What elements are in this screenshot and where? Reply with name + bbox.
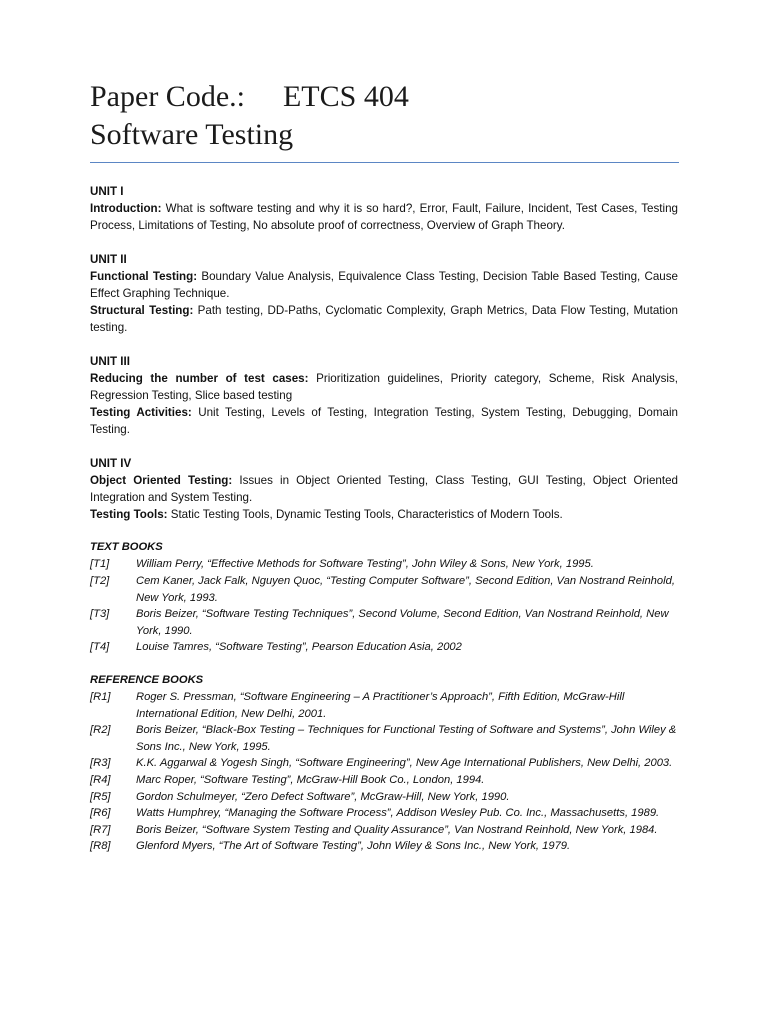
reference-tag: [R1] <box>90 691 111 704</box>
reference-citation: Glenford Myers, “The Art of Software Testing”, John Wiley & Sons Inc., New York, 1979. <box>136 840 571 853</box>
topic-lead: Object Oriented Testing: <box>90 473 233 487</box>
topic-text: What is software testing and why it is so hard?, Error, Fault, Failure, Incident, Test Cases, Testing Process, Limitations of Testing, No absolute proof of correctness, Overview of Graph Theory. <box>90 202 678 233</box>
reference-entry <box>90 805 678 822</box>
topic-text: Path testing, DD-Paths, Cyclomatic Complexity, Graph Metrics, Data Flow Testing, Mutation testing. <box>90 304 678 335</box>
topic-paragraph <box>90 472 678 506</box>
reference-tag: [R7] <box>90 823 111 836</box>
paper-code-line <box>90 78 678 116</box>
book-citation: William Perry, “Effective Methods for Software Testing”, John Wiley & Sons, New York, 1995. <box>136 558 594 571</box>
topic-text: Prioritization guidelines, Priority category, Scheme, Risk Analysis, Regression Testing, Slice based testing <box>90 371 678 403</box>
reference-tag: [R5] <box>90 790 111 803</box>
reference-entry <box>90 772 678 789</box>
book-entry <box>90 556 678 573</box>
reference-entry <box>90 689 678 722</box>
reference-entry <box>90 722 678 755</box>
reference-citation: Boris Beizer, “Black-Box Testing – Techniques for Functional Testing of Software and Systems”, John Wiley & Sons Inc., New York, 1995. <box>136 724 677 753</box>
subject-title: Software Testing <box>90 118 294 151</box>
paper-code: ETCS 404 <box>282 80 409 113</box>
book-entry <box>90 606 678 639</box>
unit-2 <box>90 251 678 337</box>
unit-3 <box>90 353 678 439</box>
unit-1 <box>90 183 678 235</box>
unit-heading: UNIT IV <box>90 456 132 470</box>
reference-tag: [R3] <box>90 757 111 770</box>
book-tag: [T1] <box>90 558 110 571</box>
topic-text: Unit Testing, Levels of Testing, Integration Testing, System Testing, Debugging, Domain Testing. <box>90 406 678 437</box>
book-tag: [T2] <box>90 575 110 588</box>
unit-heading: UNIT II <box>90 252 127 266</box>
book-citation: Boris Beizer, “Software Testing Techniques”, Second Volume, Second Edition, Van Nostrand Reinhold, New York, 1990. <box>136 608 669 637</box>
topic-paragraph <box>90 370 678 404</box>
topic-lead: Testing Activities: <box>90 406 192 420</box>
topic-paragraph <box>90 268 678 302</box>
text-books-section <box>90 539 678 656</box>
topic-text: Static Testing Tools, Dynamic Testing Tools, Characteristics of Modern Tools. <box>167 508 563 522</box>
reference-tag: [R2] <box>90 724 111 737</box>
reference-citation: Marc Roper, “Software Testing”, McGraw-Hill Book Co., London, 1994. <box>136 773 485 786</box>
reference-citation: Boris Beizer, “Software System Testing and Quality Assurance”, Van Nostrand Reinhold, New York, 1984. <box>136 823 658 836</box>
unit-heading: UNIT III <box>90 354 130 368</box>
reference-entry <box>90 838 678 855</box>
book-entry <box>90 639 678 656</box>
topic-paragraph <box>90 506 678 523</box>
reference-tag: [R6] <box>90 807 111 820</box>
topic-paragraph <box>90 302 678 336</box>
topic-lead: Reducing the number of test cases: <box>90 371 309 385</box>
reference-entry <box>90 822 678 839</box>
text-books-heading: TEXT BOOKS <box>90 541 163 554</box>
topic-lead: Testing Tools: <box>90 508 168 522</box>
topic-lead: Structural Testing: <box>90 304 194 318</box>
topic-lead: Functional Testing: <box>90 269 198 283</box>
reference-citation: Watts Humphrey, “Managing the Software Process”, Addison Wesley Pub. Co. Inc., Massachusetts, 1989. <box>136 807 660 820</box>
topic-text: Issues in Object Oriented Testing, Class Testing, GUI Testing, Object Oriented Integration and System Testing. <box>90 473 678 505</box>
book-citation: Louise Tamres, “Software Testing”, Pearson Education Asia, 2002 <box>136 641 462 654</box>
topic-paragraph <box>90 404 678 438</box>
topic-paragraph <box>90 200 678 234</box>
reference-books-section <box>90 672 678 855</box>
reference-tag: [R8] <box>90 840 111 853</box>
reference-tag: [R4] <box>90 773 111 786</box>
book-citation: Cem Kaner, Jack Falk, Nguyen Quoc, “Testing Computer Software”, Second Edition, Van Nostrand Reinhold, New York, 1993. <box>136 575 675 604</box>
topic-lead: Introduction: <box>90 202 162 216</box>
unit-4 <box>90 455 678 524</box>
reference-citation: Roger S. Pressman, “Software Engineering – A Practitioner’s Approach”, Fifth Edition, McGraw-Hill International Edition, New Delhi, 2001. <box>136 691 625 720</box>
reference-books-heading: REFERENCE BOOKS <box>90 674 204 687</box>
reference-entry <box>90 789 678 806</box>
book-entry <box>90 573 678 606</box>
reference-citation: Gordon Schulmeyer, “Zero Defect Software”, McGraw-Hill, New York, 1990. <box>136 790 510 803</box>
book-tag: [T3] <box>90 608 110 621</box>
paper-code-label: Paper Code.: <box>90 80 245 113</box>
reference-entry <box>90 755 678 772</box>
book-tag: [T4] <box>90 641 110 654</box>
unit-heading: UNIT I <box>90 185 124 198</box>
topic-text: Boundary Value Analysis, Equivalence Class Testing, Decision Table Based Testing, Cause Effect Graphing Technique. <box>90 269 679 301</box>
reference-citation: K.K. Aggarwal & Yogesh Singh, “Software Engineering”, New Age International Publishers, New Delhi, 2003. <box>136 757 673 770</box>
title-divider <box>90 162 679 163</box>
